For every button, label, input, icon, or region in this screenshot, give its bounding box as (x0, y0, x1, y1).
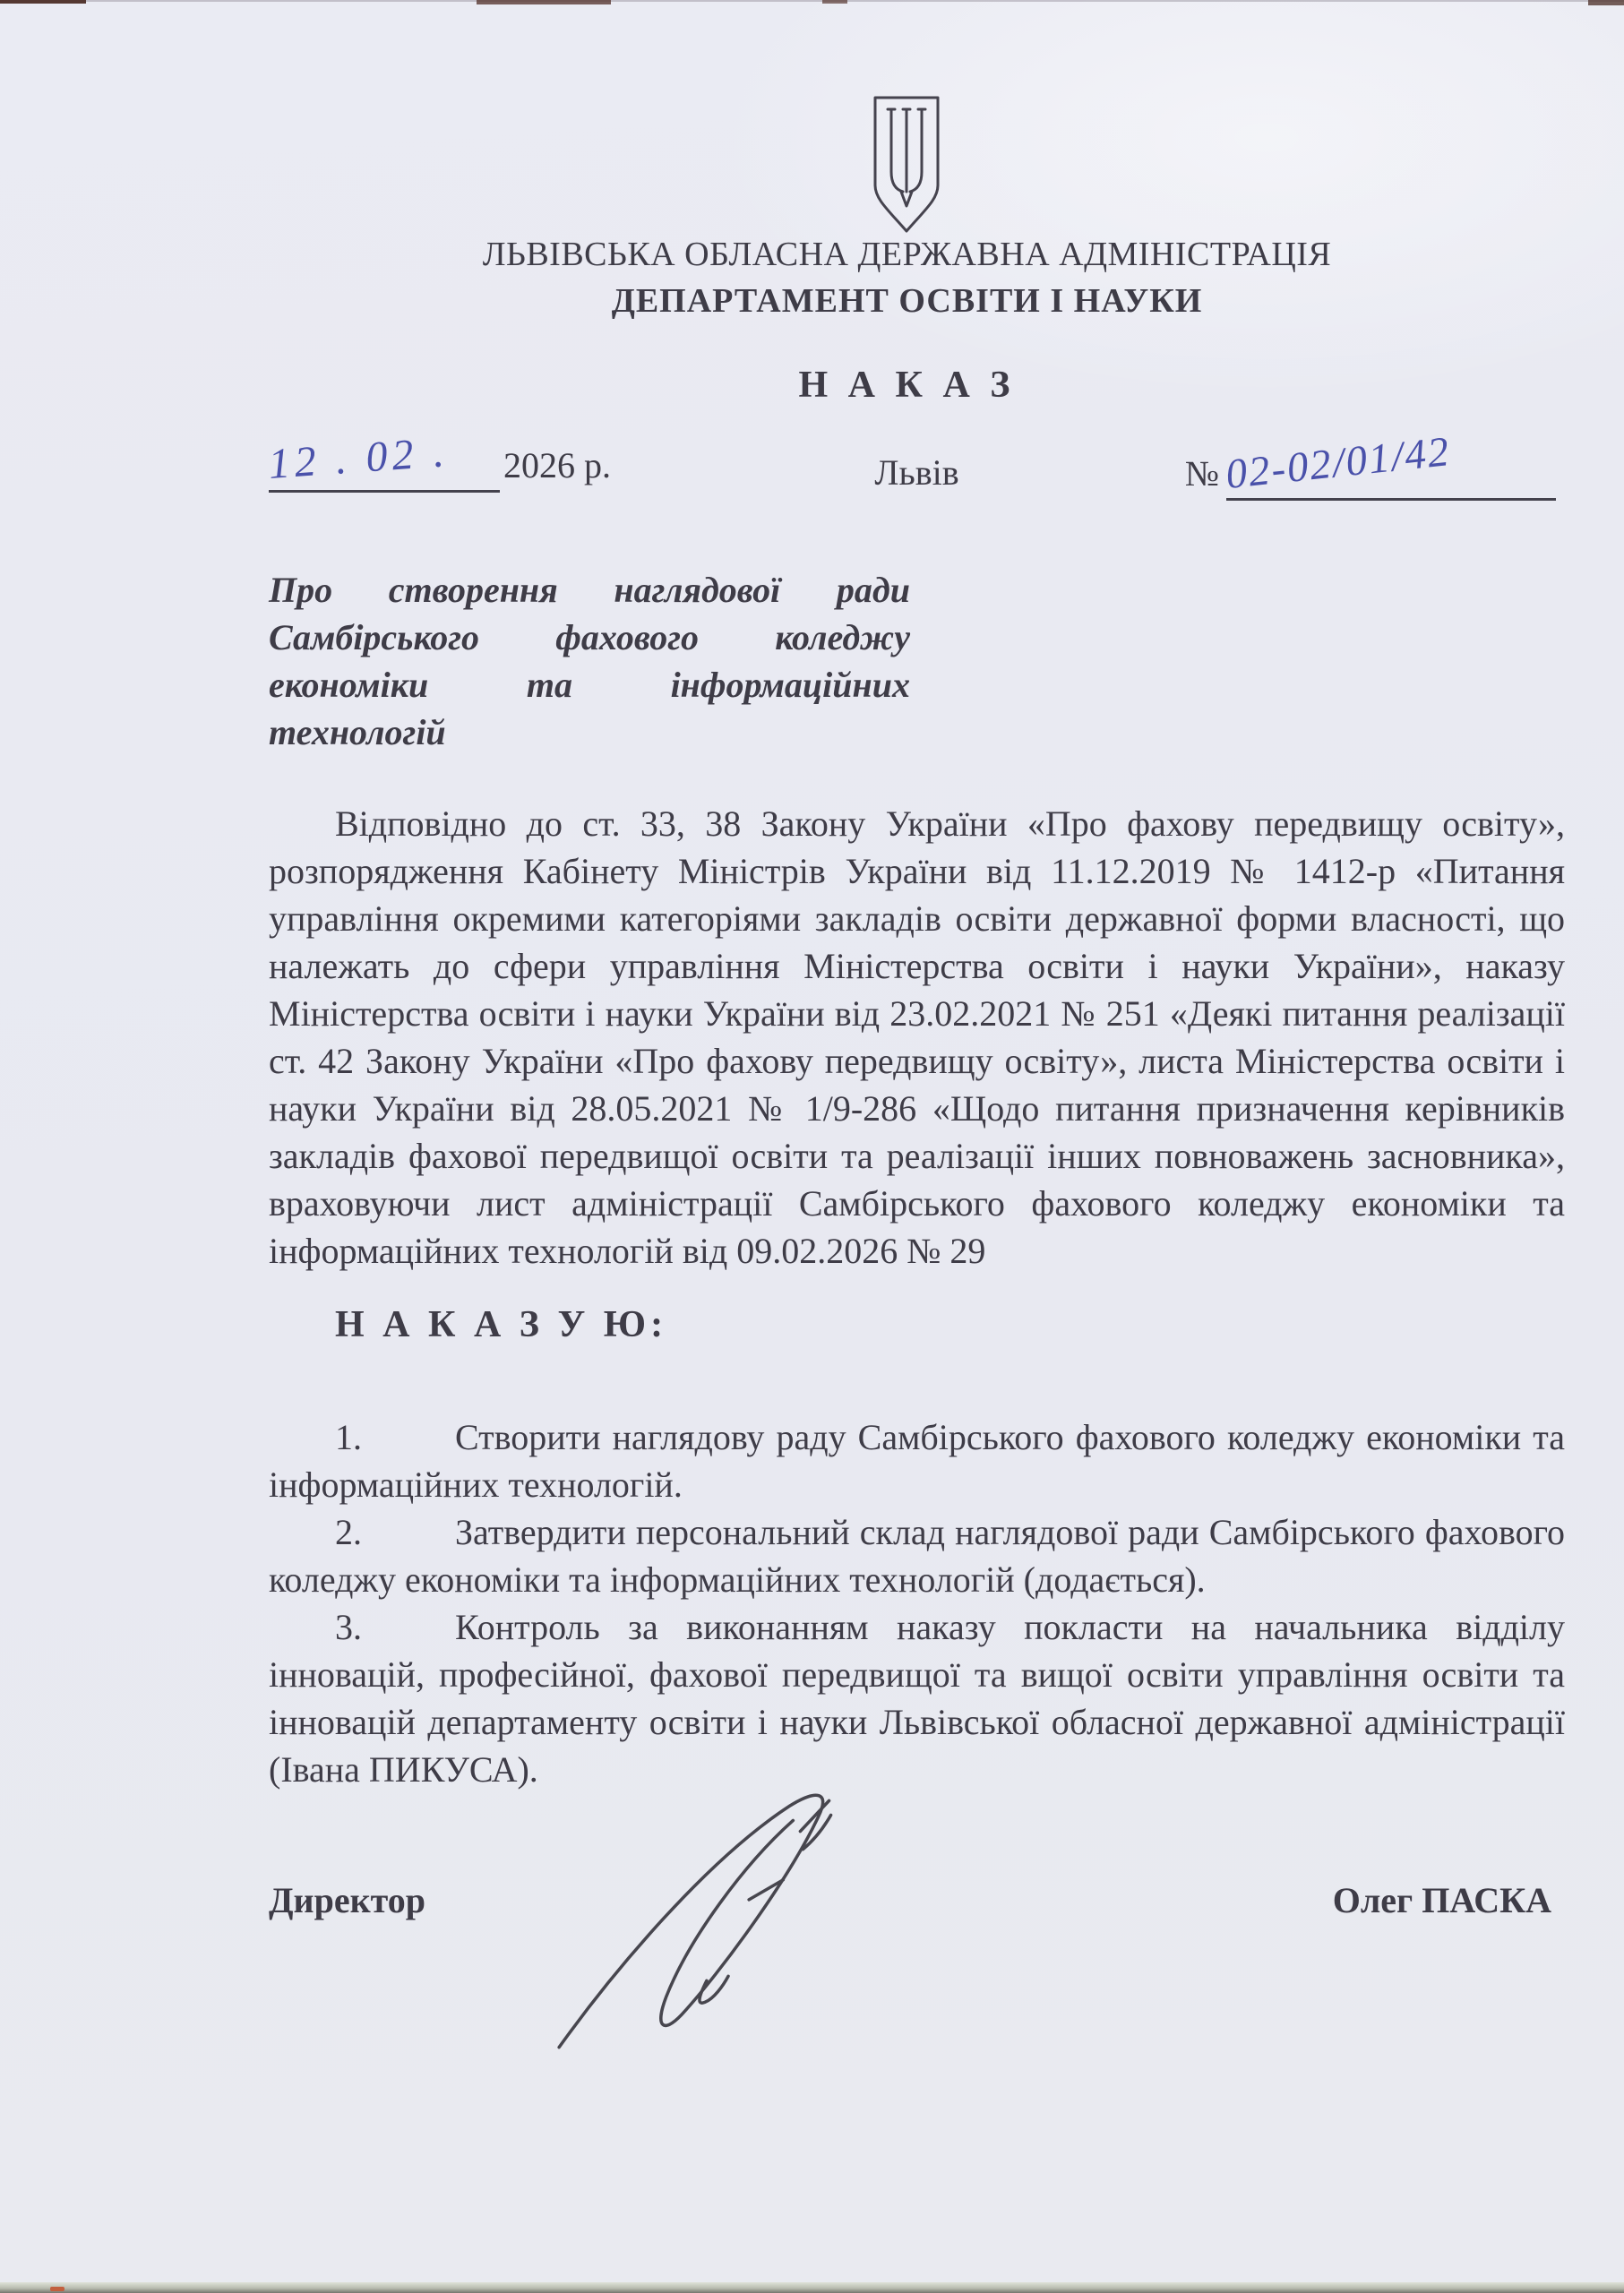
printed-year: 2026 р. (503, 445, 611, 485)
order-preamble: Відповідно до ст. 33, 38 Закону України «Про фахову передвищу освіту», розпорядження Кабінету Міністрів України від 11.12.2019 № 1412-р «Питання управління окремими категоріями закладів освіти державної форми власності, що належать до сфери управління Міністерства освіти і науки України», наказу Міністерства освіти і науки України від 23.02.2021 № 251 «Деякі питання реалізації ст. 42 Закону України «Про фахову передвищу освіту», листа Міністерства освіти і науки України від 28.05.2021 № 1/9-286 «Щодо питання призначення керівників закладів фахової передвищої освіти та реалізації інших повноважень засновника», враховуючи лист адміністрації Самбірського фахового коледжу економіки та інформаційних технологій від 09.02.2026 № 29 (269, 803, 1565, 1271)
order-item-3 (269, 1603, 1565, 1793)
scan-artifact-mark (0, 0, 86, 4)
order-item-1-number: 1. (335, 1417, 362, 1457)
order-subject: Про створення наглядової ради Самбірського фахового коледжу економіки та інформаційних технологій (269, 570, 910, 752)
signer-name: Олег ПАСКА (1332, 1880, 1551, 1920)
order-item-2 (269, 1508, 1565, 1603)
scan-artifact-mark (822, 0, 847, 4)
order-item-2-text: Затвердити персональний склад наглядової ради Самбірського фахового коледжу економіки та інформаційних технологій (додається). (269, 1512, 1565, 1600)
document-type-title: Н А К А З (798, 365, 1016, 406)
order-item-3-text: Контроль за виконанням наказу покласти на начальника відділу інновацій, професійної, фахової передвищої та вищої освіти управління освіти та інновацій департаменту освіти і науки Львівської обласної державної адміністрації (Івана ПИКУСА). (269, 1607, 1565, 1790)
scan-artifact-mark (477, 0, 611, 4)
order-item-2-number: 2. (335, 1512, 362, 1552)
number-sign: № (1184, 453, 1219, 494)
document-city: Львів (874, 452, 959, 493)
department-name: ДЕПАРТАМЕНТ ОСВІТИ І НАУКИ (611, 282, 1203, 320)
signature-row (269, 1879, 1551, 1921)
order-items-list (269, 1413, 1565, 1793)
document-meta-row (266, 428, 1565, 537)
order-item-1-text: Створити наглядову раду Самбірського фахового коледжу економіки та інформаційних технологій. (269, 1417, 1565, 1505)
order-item-3-number: 3. (335, 1607, 362, 1647)
organization-name: ЛЬВІВСЬКА ОБЛАСНА ДЕРЖАВНА АДМІНІСТРАЦІЯ (482, 236, 1332, 273)
scan-bottom-edge-artifact (0, 2282, 1624, 2293)
number-underline (1223, 428, 1556, 501)
scan-top-edge-artifact (0, 0, 1624, 2)
scan-artifact-mark (50, 2287, 64, 2291)
ukraine-trident-emblem-icon (865, 95, 948, 235)
scan-artifact-mark (1588, 0, 1624, 5)
handwritten-date: 12 . 02 . (266, 428, 451, 488)
handwritten-number: 02-02/01/42 (1223, 428, 1453, 499)
order-heading: Н А К А З У Ю: (335, 1304, 668, 1345)
signer-position: Директор (269, 1880, 425, 1920)
document-number (1184, 428, 1556, 501)
order-item-1 (269, 1413, 1565, 1508)
